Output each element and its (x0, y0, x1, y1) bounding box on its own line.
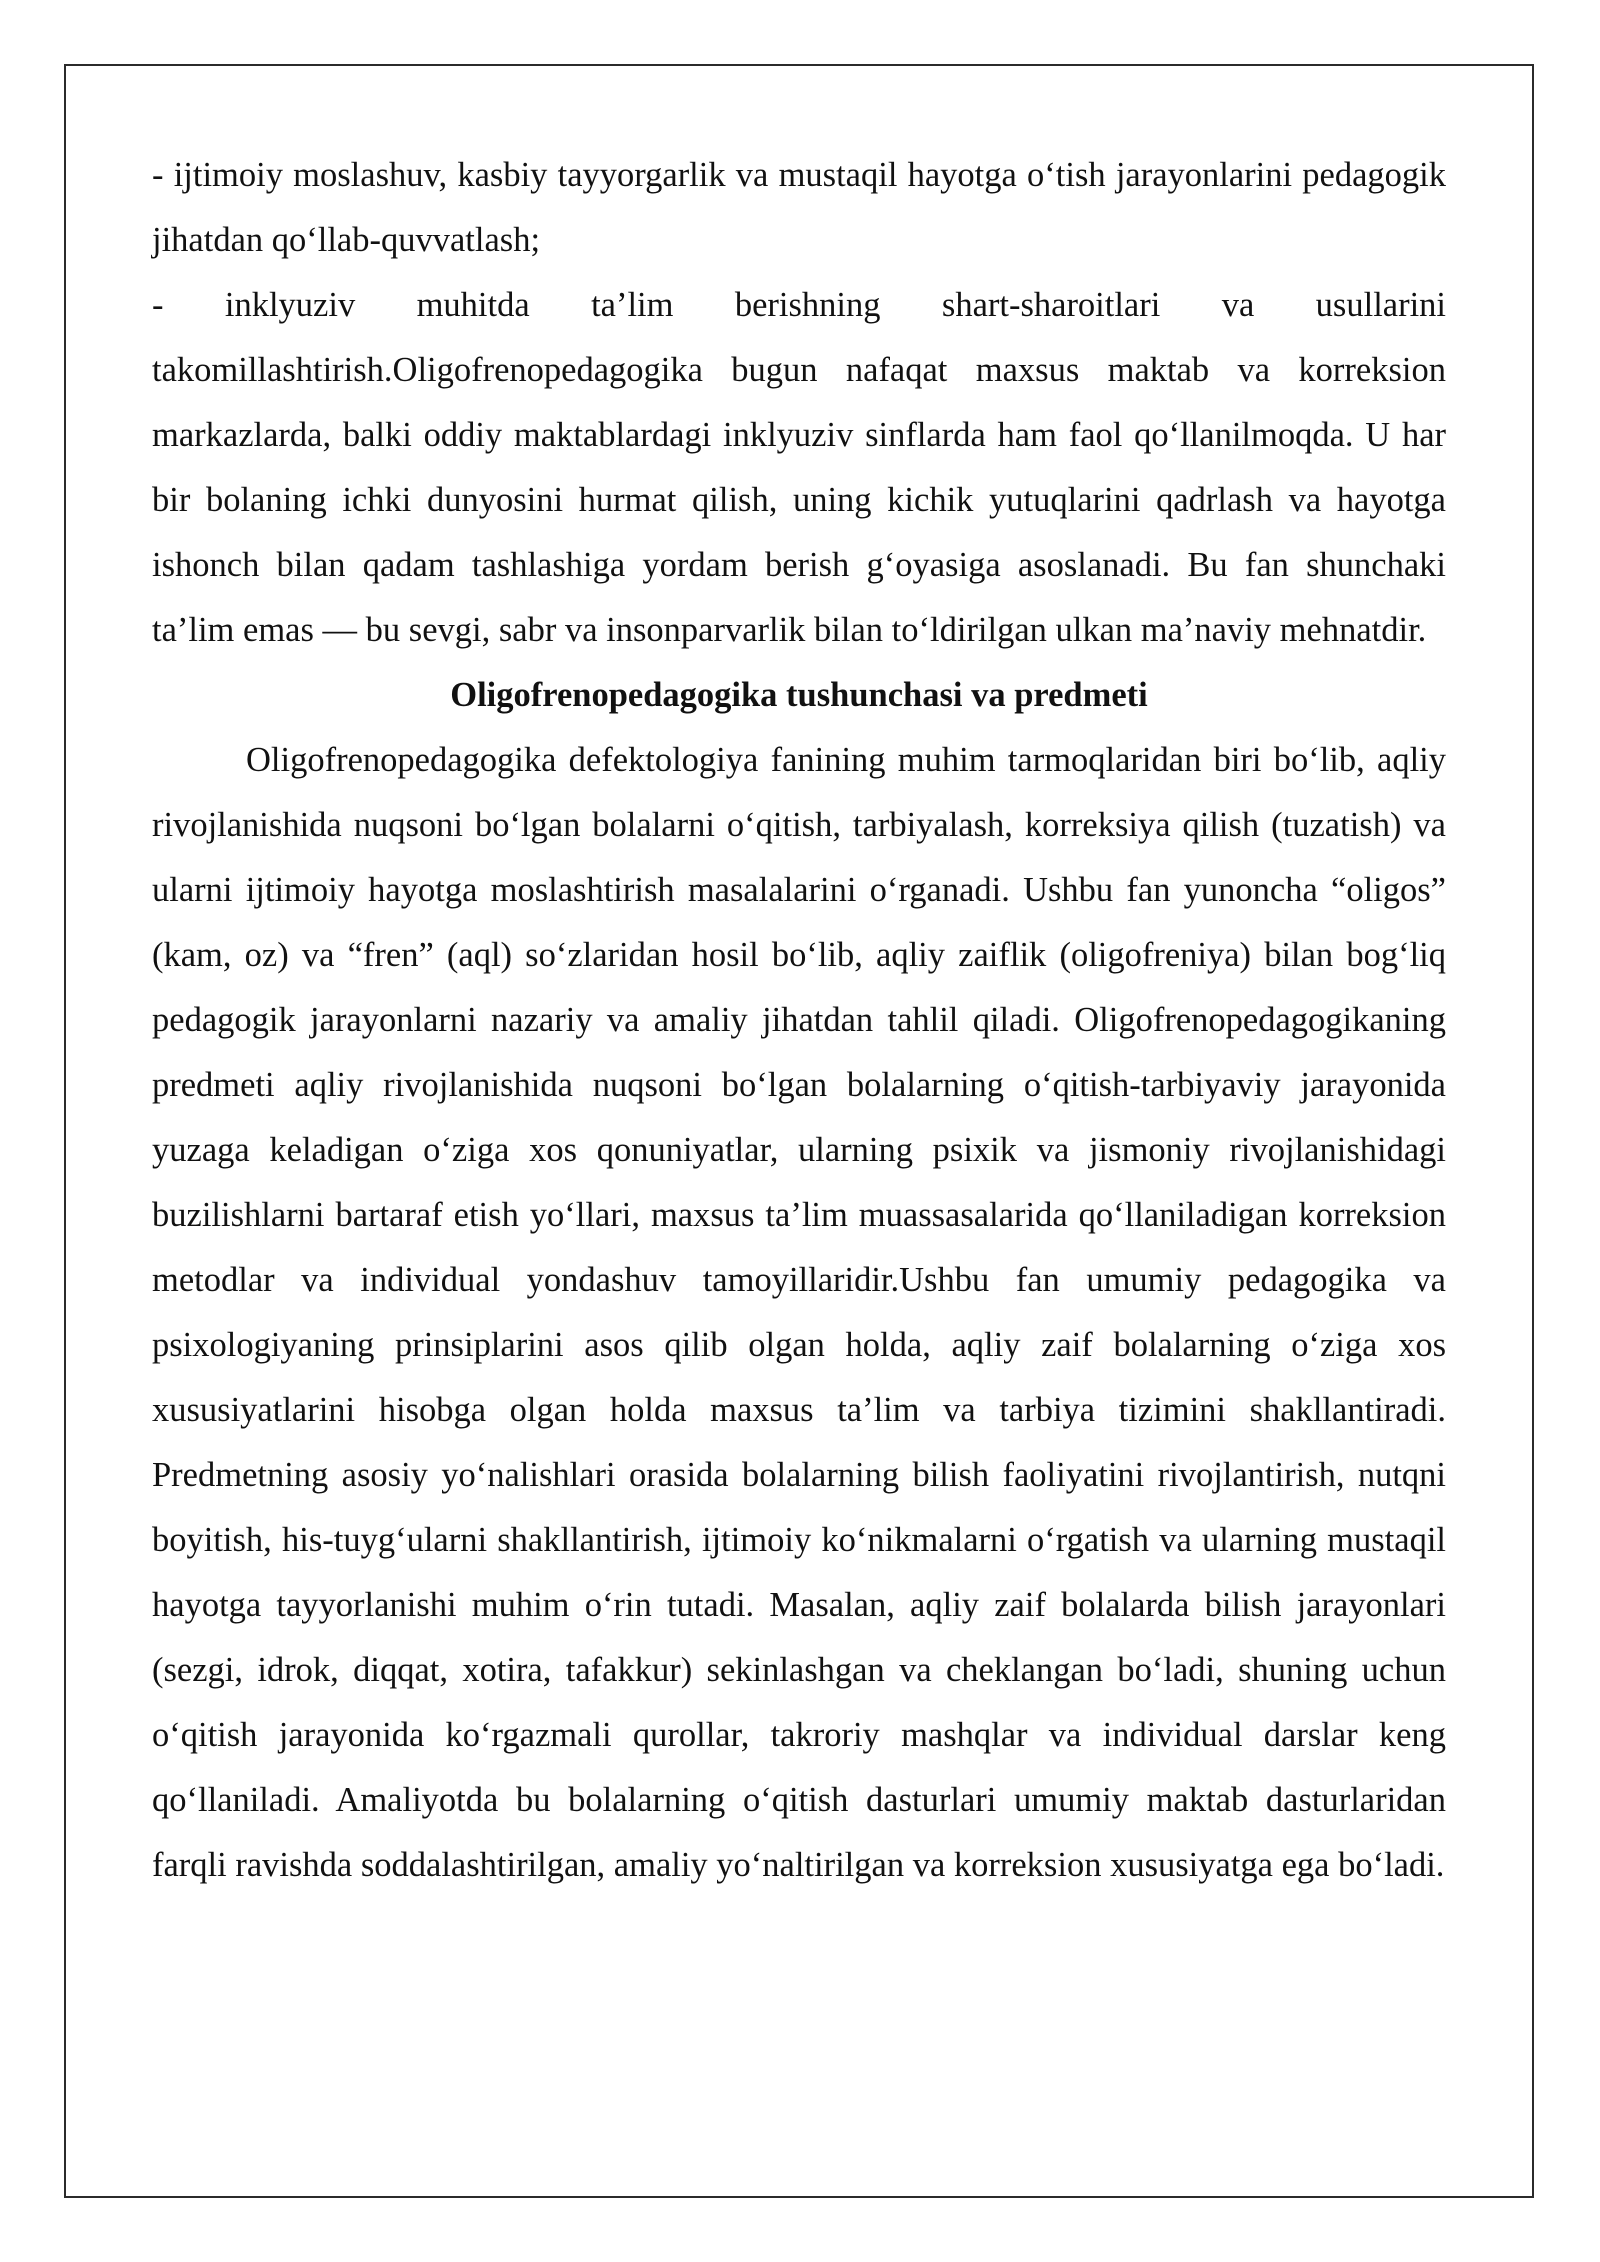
list-item-inclusive-environment: - inklyuziv muhitda ta’lim berishning shart-sharoitlari va usullarini takomillashtirish.Oligofrenopedagogika bugun nafaqat maxsus maktab va korreksion markazlarda, balki oddiy maktablardagi inklyuziv sinflarda ham faol qo‘llanilmoqda. U har bir bolaning ichki dunyosini hurmat qilish, uning kichik yutuqlarini qadrlash va hayotga ishonch bilan qadam tashlashiga yordam berish g‘oyasiga asoslanadi. Bu fan shunchaki ta’lim emas — bu sevgi, sabr va insonparvarlik bilan to‘ldirilgan ulkan ma’naviy mehnatdir. (152, 286, 1446, 649)
document-body (152, 143, 1446, 1898)
body-paragraph: Oligofrenopedagogika defektologiya fanining muhim tarmoqlaridan biri bo‘lib, aqliy rivojlanishida nuqsoni bo‘lgan bolalarni o‘qitish, tarbiyalash, korreksiya qilish (tuzatish) va ularni ijtimoiy hayotga moslashtirish masalalarini o‘rganadi. Ushbu fan yunoncha “oligos” (kam, oz) va “fren” (aql) so‘zlaridan hosil bo‘lib, aqliy zaiflik (oligofreniya) bilan bog‘liq pedagogik jarayonlarni nazariy va amaliy jihatdan tahlil qiladi. Oligofrenopedagogikaning predmeti aqliy rivojlanishida nuqsoni bo‘lgan bolalarning o‘qitish-tarbiyaviy jarayonida yuzaga keladigan o‘ziga xos qonuniyatlar, ularning psixik va jismoniy rivojlanishidagi buzilishlarni bartaraf etish yo‘llari, maxsus ta’lim muassasalarida qo‘llaniladigan korreksion metodlar va individual yondashuv tamoyillaridir.Ushbu fan umumiy pedagogika va psixologiyaning prinsiplarini asos qilib olgan holda, aqliy zaif bolalarning o‘ziga xos xususiyatlarini hisobga olgan holda maxsus ta’lim va tarbiya tizimini shakllantiradi. Predmetning asosiy yo‘nalishlari orasida bolalarning bilish faoliyatini rivojlantirish, nutqni boyitish, his-tuyg‘ularni shakllantirish, ijtimoiy ko‘nikmalarni o‘rgatish va ularning mustaqil hayotga tayyorlanishi muhim o‘rin tutadi. Masalan, aqliy zaif bolalarda bilish jarayonlari (sezgi, idrok, diqqat, xotira, tafakkur) sekinlashgan va cheklangan bo‘ladi, shuning uchun o‘qitish jarayonida ko‘rgazmali qurollar, takroriy mashqlar va individual darslar keng qo‘llaniladi. Amaliyotda bu bolalarning o‘qitish dasturlari umumiy maktab dasturlaridan farqli ravishda soddalashtirilgan, amaliy yo‘naltirilgan va korreksion xususiyatga ega bo‘ladi. (152, 741, 1446, 1884)
section-heading: Oligofrenopedagogika tushunchasi va predmeti (450, 676, 1148, 714)
list-item-social-adaptation: - ijtimoiy moslashuv, kasbiy tayyorgarlik va mustaqil hayotga o‘tish jarayonlarini pedagogik jihatdan qo‘llab-quvvatlash; (152, 156, 1446, 259)
